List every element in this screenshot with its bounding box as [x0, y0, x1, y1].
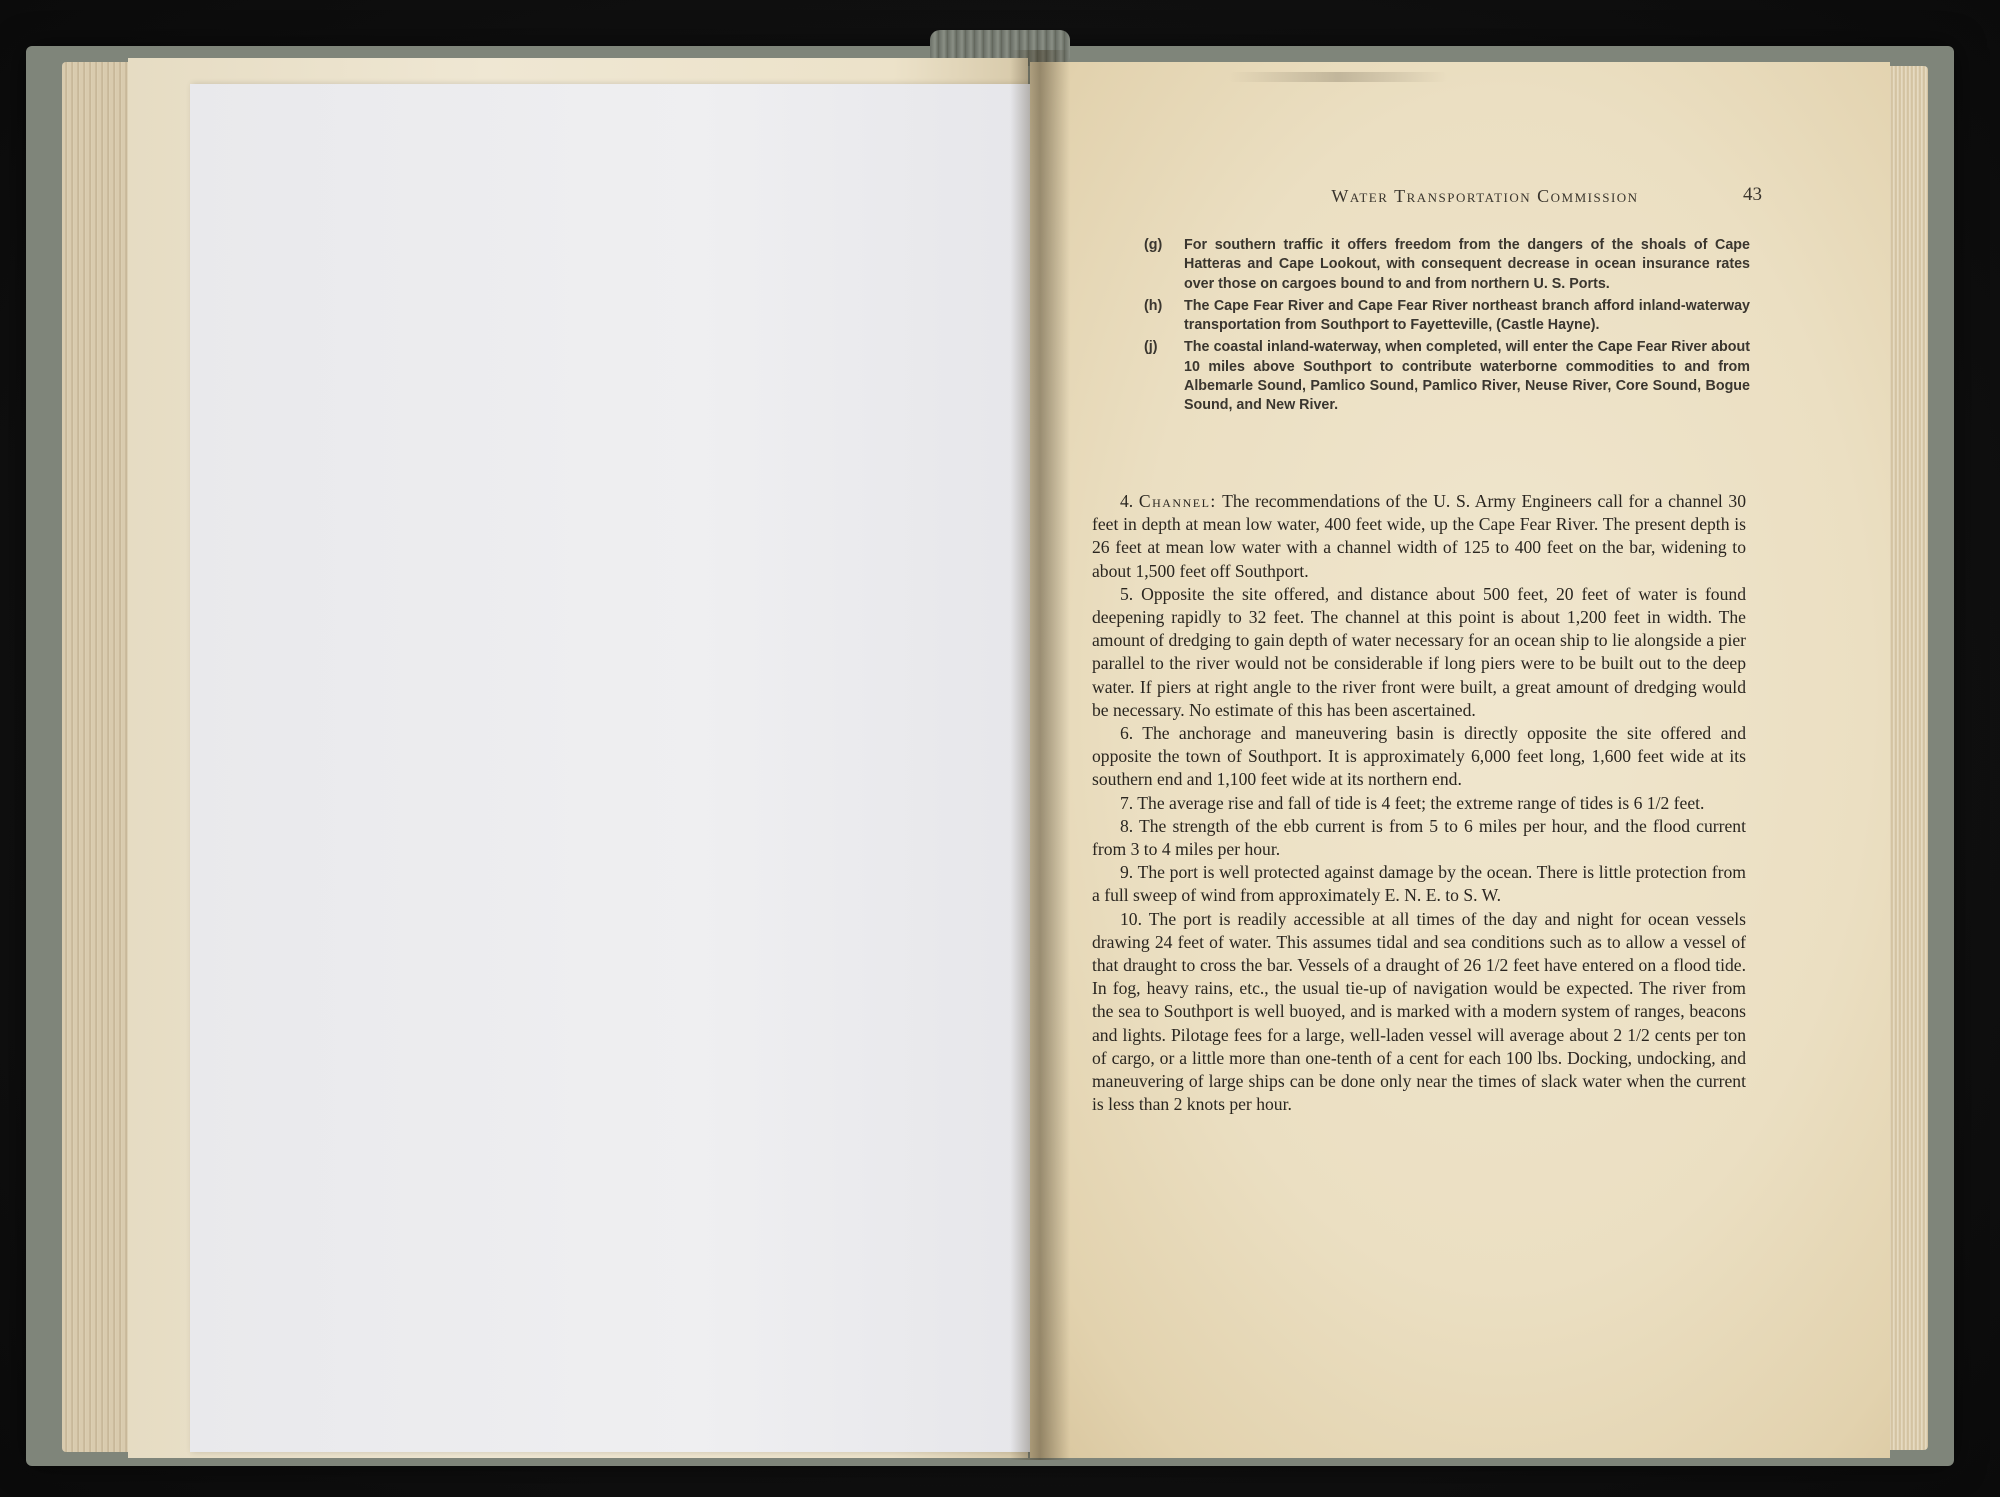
paragraph-10: 10. The port is readily accessible at all times of the day and night for ocean vessels drawing 24 feet of water. This assumes tidal and sea conditions such as to allow a vessel of that draught to cross the bar. Vessels of a draught of 26 1/2 feet have entered on a flood tide. In fog, heavy rains, etc., the usual tie-up of navigation would be expected. The river from the sea to Southport is well buoyed, and is marked with a modern system of ranges, beacons and lights. Pilotage fees for a large, well-laden vessel will average about 2 1/2 cents per ton of cargo, or a little more than one-tenth of a cent for each 100 lbs. Docking, undocking, and maneuvering of large ships can be done only near the times of slack water when the current is less than 2 knots per hour.	[1092, 908, 1746, 1115]
lettered-list	[1138, 236, 1750, 419]
paragraph-text: The recommendations of the U. S. Army Engineers call for a channel 30 feet in depth at mean low water, 400 feet wide, up the Cape Fear River. The present depth is 26 feet at mean low water with a channel width of 125 to 400 feet on the bar, widening to about 1,500 feet off Southport.	[1092, 491, 1746, 581]
list-item-text: For southern traffic it offers freedom from the dangers of the shoals of Cape Hatteras and Cape Lookout, with consequent decrease in ocean insurance rates over those on cargoes bound to and from northern U. S. Ports.	[1184, 237, 1750, 292]
page-number: 43	[1743, 184, 1762, 205]
list-item-text: The Cape Fear River and Cape Fear River northeast branch afford inland-waterway transportation from Southport to Fayetteville, (Castle Hayne).	[1184, 297, 1750, 334]
paragraph-5: 5. Opposite the site offered, and distance about 500 feet, 20 feet of water is found deepening rapidly to 32 feet. The channel at this point is about 1,200 feet in width. The amount of dredging to gain depth of water necessary for an ocean ship to lie alongside a pier parallel to the river would not be considerable if long piers were to be built out to the deep water. If piers at right angle to the river front were built, a great amount of dredging would be necessary. No estimate of this has been ascertained.	[1092, 583, 1746, 720]
list-item-text: The coastal inland-waterway, when completed, will enter the Cape Fear River about 10 miles above Southport to contribute waterborne commodities to and from Albemarle Sound, Pamlico Sound, Pamlico River, Neuse River, Core Sound, Bogue Sound, and New River.	[1184, 339, 1750, 414]
paragraph-9: 9. The port is well protected against damage by the ocean. There is little protection from a full sweep of wind from approximately E. N. E. to S. W.	[1092, 862, 1746, 906]
list-item	[1138, 338, 1750, 415]
list-marker: (h)	[1144, 297, 1163, 314]
paragraph-7: 7. The average rise and fall of tide is 4 feet; the extreme range of tides is 6 1/2 feet.	[1120, 792, 1705, 813]
section-heading-channel: Channel:	[1138, 491, 1217, 511]
paragraph-number: 4.	[1120, 491, 1134, 511]
list-item	[1138, 236, 1750, 294]
book-gutter	[1010, 50, 1070, 1460]
list-item	[1138, 297, 1750, 336]
paragraph-6: 6. The anchorage and maneuvering basin is directly opposite the site offered and opposite the town of Southport. It is approximately 6,000 feet long, 1,600 feet wide at its southern end and 1,100 feet wide at its northern end.	[1092, 723, 1746, 790]
blank-insert-sheet	[190, 84, 1036, 1452]
body-text	[1092, 490, 1746, 1116]
paragraph-8: 8. The strength of the ebb current is from 5 to 6 miles per hour, and the flood current from 3 to 4 miles per hour.	[1092, 815, 1746, 860]
running-head: Water Transportation Commission	[1331, 186, 1639, 206]
paragraph-4	[1092, 490, 1746, 583]
list-marker: (g)	[1144, 237, 1163, 253]
bleed-through-mark	[1228, 72, 1448, 82]
list-marker: (j)	[1144, 339, 1158, 356]
